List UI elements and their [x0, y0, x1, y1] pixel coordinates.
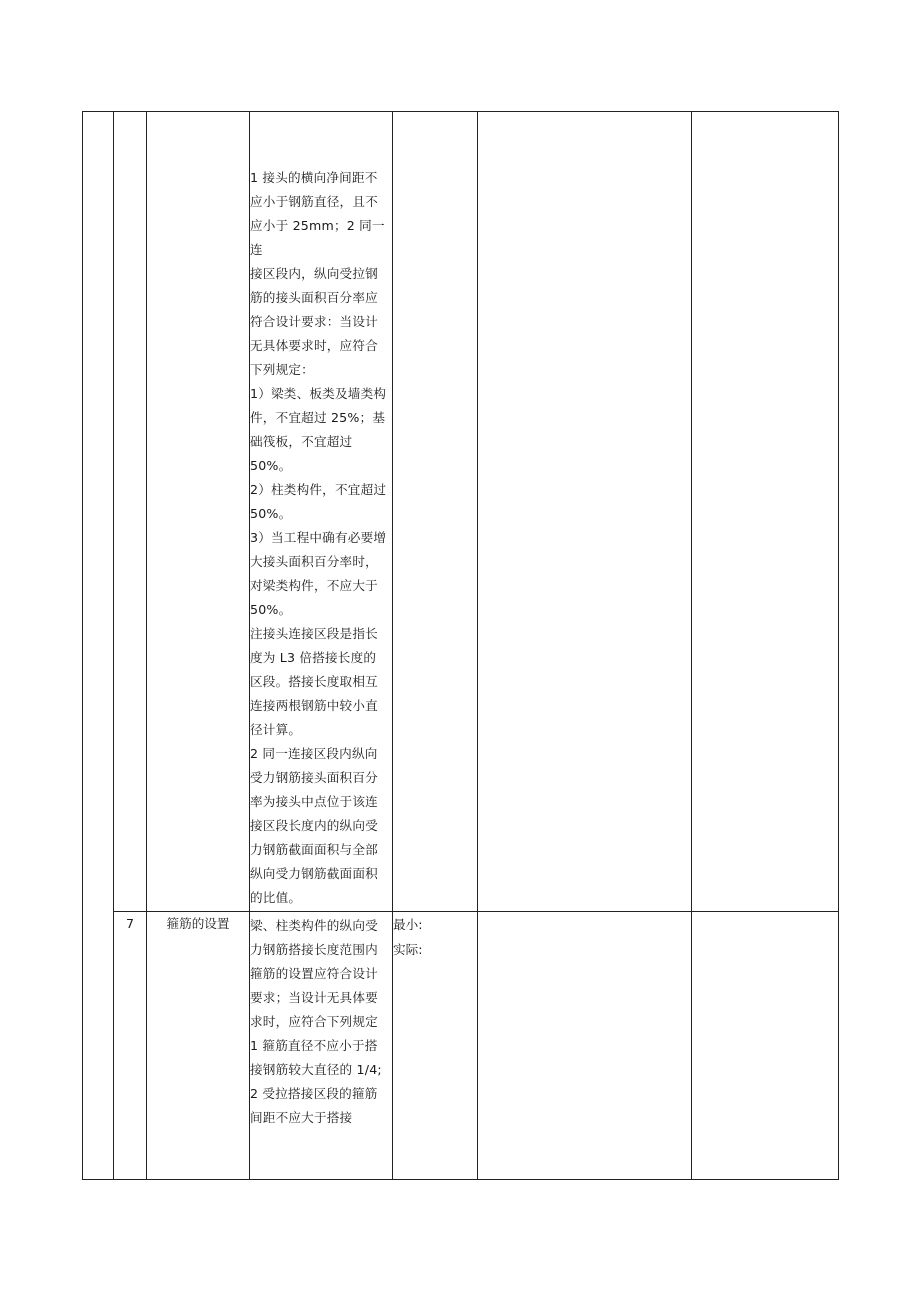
requirement-line: 2 受拉搭接区段的箍筋: [250, 1086, 378, 1101]
requirement-line: 2 同一连接区段内纵向: [250, 746, 378, 761]
requirement-line: 接钢筋较大直径的 1/4;: [250, 1062, 382, 1077]
requirement-line: 箍筋的设置应符合设计: [250, 966, 378, 981]
inspection-table: [82, 111, 839, 1180]
requirement-line: 筋的接头面积百分率应: [250, 290, 378, 305]
requirement-line: 接区段长度内的纵向受: [250, 818, 378, 833]
table-row: [83, 912, 839, 1180]
item-name: 箍筋的设置: [147, 912, 250, 1180]
requirement-line: 区段。搭接长度取相互: [250, 674, 378, 689]
requirement-line: 件，不宜超过 25%；基: [250, 410, 386, 425]
requirement-line: 大接头面积百分率时，: [250, 554, 378, 569]
requirement-line: 径计算。: [250, 722, 302, 737]
requirement-line: 应小于 25mm；2 同一连: [250, 218, 385, 257]
result-cell: [478, 912, 692, 1180]
requirement-line: 要求；当设计无具体要: [250, 990, 378, 1005]
requirement-cell: [250, 912, 393, 1180]
requirement-line: 率为接头中点位于该连: [250, 794, 378, 809]
requirement-text: [250, 112, 392, 910]
requirement-line: 符合设计要求：当设计: [250, 314, 378, 329]
requirement-cell: [250, 112, 393, 912]
requirement-line: 注接头连接区段是指长: [250, 626, 378, 641]
requirement-text: [250, 912, 392, 1130]
measure-min-label: 最小:: [393, 917, 423, 932]
requirement-line: 力钢筋截面面积与全部: [250, 842, 378, 857]
requirement-line: 的比值。: [250, 890, 302, 905]
requirement-line: 3）当工程中确有必要增: [250, 530, 387, 545]
requirement-line: 对梁类构件，不应大于: [250, 578, 378, 593]
requirement-line: 无具体要求时，应符合: [250, 338, 378, 353]
requirement-line: 接区段内，纵向受拉钢: [250, 266, 378, 281]
requirement-line: 梁、柱类构件的纵向受: [250, 918, 378, 933]
table-row: [83, 112, 839, 912]
number-cell: [114, 112, 147, 912]
requirement-line: 度为 L3 倍搭接长度的: [250, 650, 377, 665]
requirement-line: 1 接头的横向净间距不: [250, 170, 378, 185]
item-number: 7: [114, 912, 147, 1180]
requirement-line: 力钢筋搭接长度范围内: [250, 942, 378, 957]
requirement-line: 2）柱类构件，不宜超过: [250, 482, 387, 497]
requirement-line: 础筏板，不宜超过 50%。: [250, 434, 357, 473]
requirement-line: 纵向受力钢筋截面面积: [250, 866, 378, 881]
group-cell: [83, 112, 114, 1180]
remark-cell: [692, 112, 839, 912]
remark-cell: [692, 912, 839, 1180]
requirement-line: 1 箍筋直径不应小于搭: [250, 1038, 378, 1053]
requirement-line: 下列规定：: [250, 362, 314, 377]
measurement-cell: [393, 912, 478, 1180]
requirement-line: 50%。: [250, 602, 292, 617]
requirement-line: 受力钢筋接头面积百分: [250, 770, 378, 785]
result-cell: [478, 112, 692, 912]
measure-actual-label: 实际:: [393, 942, 423, 957]
requirement-line: 连接两根钢筋中较小直: [250, 698, 378, 713]
item-cell: [147, 112, 250, 912]
requirement-line: 50%。: [250, 506, 292, 521]
requirement-line: 应小于钢筋直径，且不: [250, 194, 378, 209]
requirement-line: 求时，应符合下列规定: [250, 1014, 378, 1029]
requirement-line: 1）梁类、板类及墙类构: [250, 386, 387, 401]
measurement-cell: [393, 112, 478, 912]
requirement-line: 间距不应大于搭接: [250, 1110, 353, 1125]
